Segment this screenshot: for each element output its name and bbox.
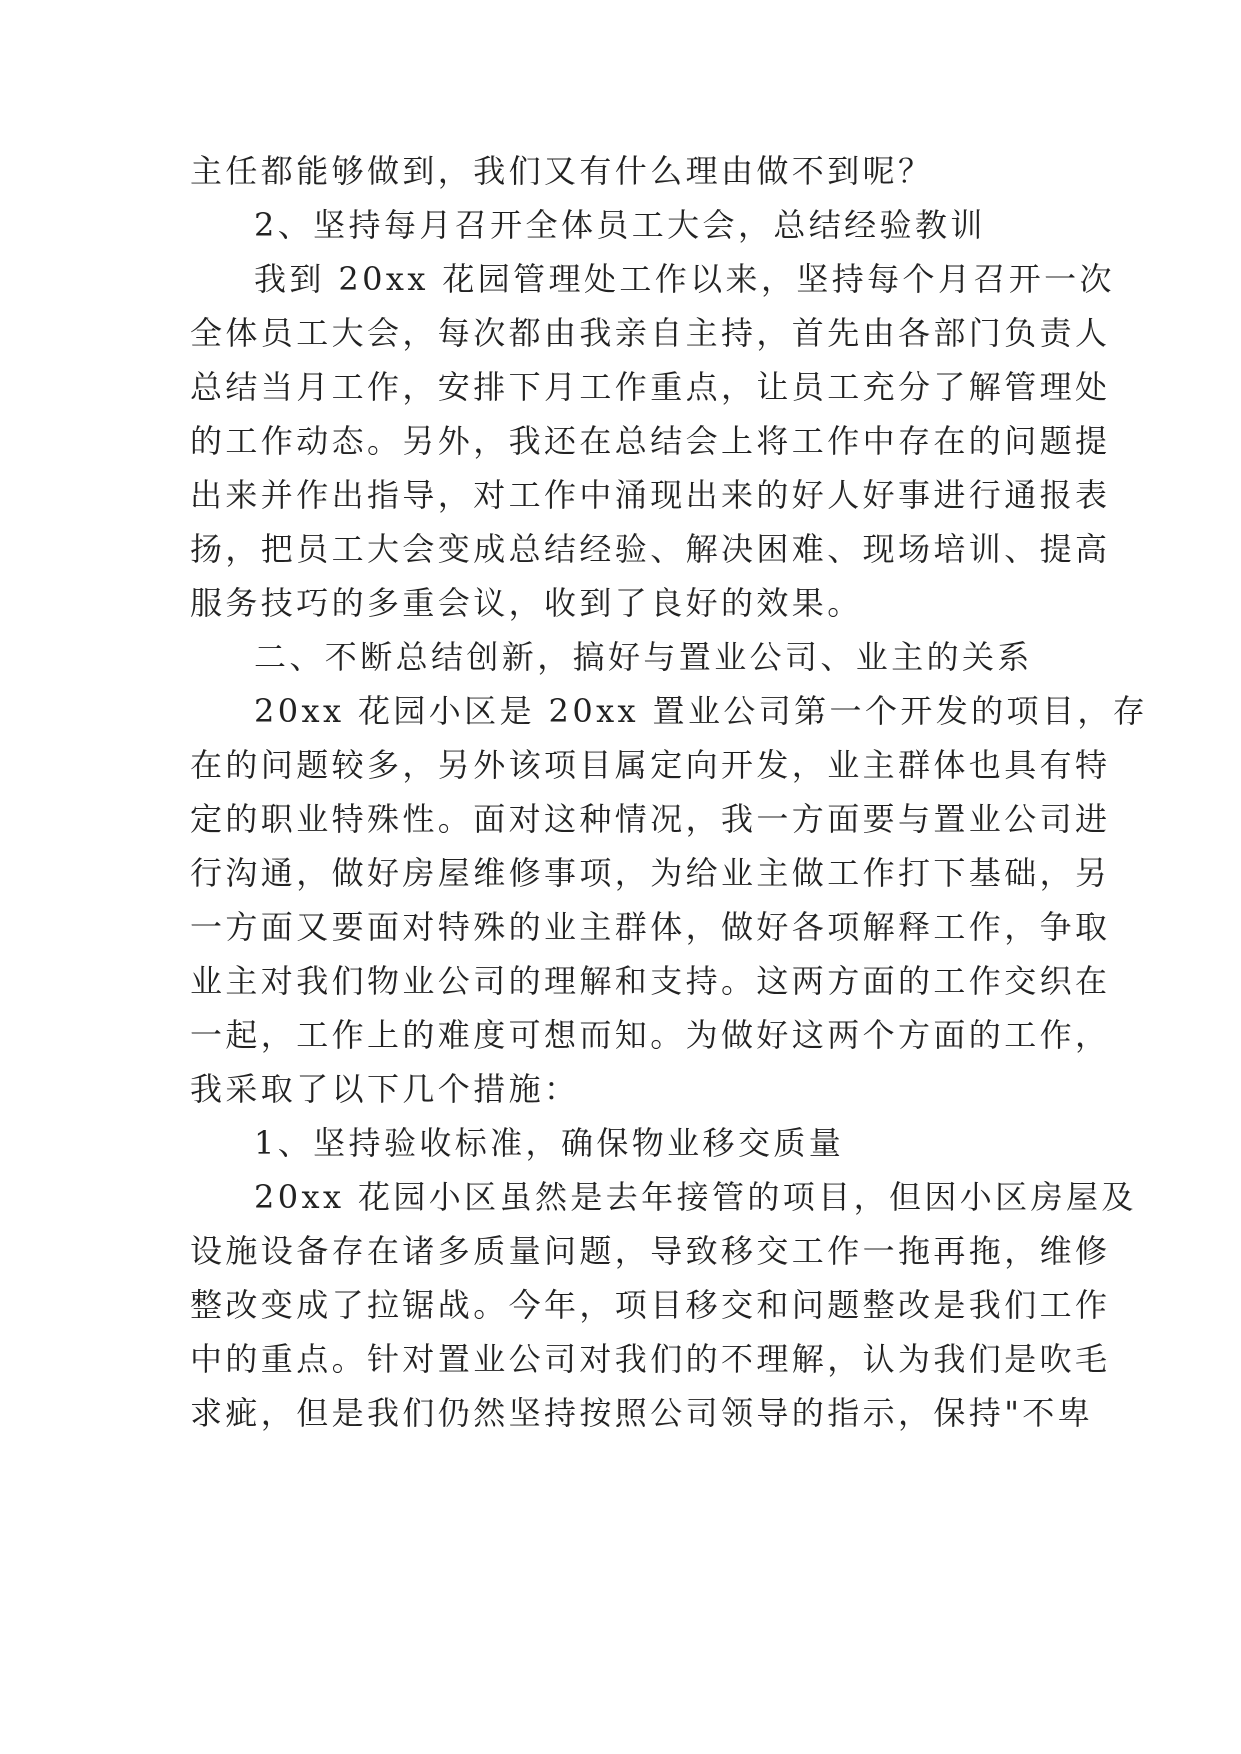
paragraph-first-line: 我到 20xx 花园管理处工作以来，坚持每个月召开一次	[254, 260, 1115, 298]
section-heading: 1、坚持验收标准，确保物业移交质量	[254, 1124, 845, 1162]
text-line: 业主对我们物业公司的理解和支持。这两方面的工作交织在	[190, 962, 1111, 1000]
text-line: 定的职业特殊性。面对这种情况，我一方面要与置业公司进	[190, 800, 1111, 838]
text-line: 我采取了以下几个措施：	[190, 1070, 580, 1108]
section-heading: 2、坚持每月召开全体员工大会，总结经验教训	[254, 206, 986, 244]
text-line: 的工作动态。另外，我还在总结会上将工作中存在的问题提	[190, 422, 1111, 460]
text-line: 一起，工作上的难度可想而知。为做好这两个方面的工作，	[190, 1016, 1111, 1054]
text-line: 行沟通，做好房屋维修事项，为给业主做工作打下基础，另	[190, 854, 1111, 892]
text-line: 出来并作出指导，对工作中涌现出来的好人好事进行通报表	[190, 476, 1111, 514]
text-line: 主任都能够做到，我们又有什么理由做不到呢？	[190, 152, 934, 190]
text-line: 整改变成了拉锯战。今年，项目移交和问题整改是我们工作	[190, 1286, 1111, 1324]
text-line: 服务技巧的多重会议，收到了良好的效果。	[190, 584, 863, 622]
text-line: 全体员工大会，每次都由我亲自主持，首先由各部门负责人	[190, 314, 1111, 352]
section-heading: 二、不断总结创新，搞好与置业公司、业主的关系	[254, 638, 1033, 676]
paragraph-first-line: 20xx 花园小区虽然是去年接管的项目，但因小区房屋及	[254, 1178, 1137, 1216]
paragraph-first-line: 20xx 花园小区是 20xx 置业公司第一个开发的项目，存	[254, 692, 1149, 730]
text-line: 总结当月工作，安排下月工作重点，让员工充分了解管理处	[190, 368, 1111, 406]
text-line: 中的重点。针对置业公司对我们的不理解，认为我们是吹毛	[190, 1340, 1111, 1378]
text-line: 设施设备存在诸多质量问题，导致移交工作一拖再拖，维修	[190, 1232, 1111, 1270]
text-line: 在的问题较多，另外该项目属定向开发，业主群体也具有特	[190, 746, 1111, 784]
text-line: 一方面又要面对特殊的业主群体，做好各项解释工作，争取	[190, 908, 1111, 946]
text-line: 求疵，但是我们仍然坚持按照公司领导的指示，保持"不卑	[190, 1394, 1094, 1432]
text-line: 扬，把员工大会变成总结经验、解决困难、现场培训、提高	[190, 530, 1111, 568]
